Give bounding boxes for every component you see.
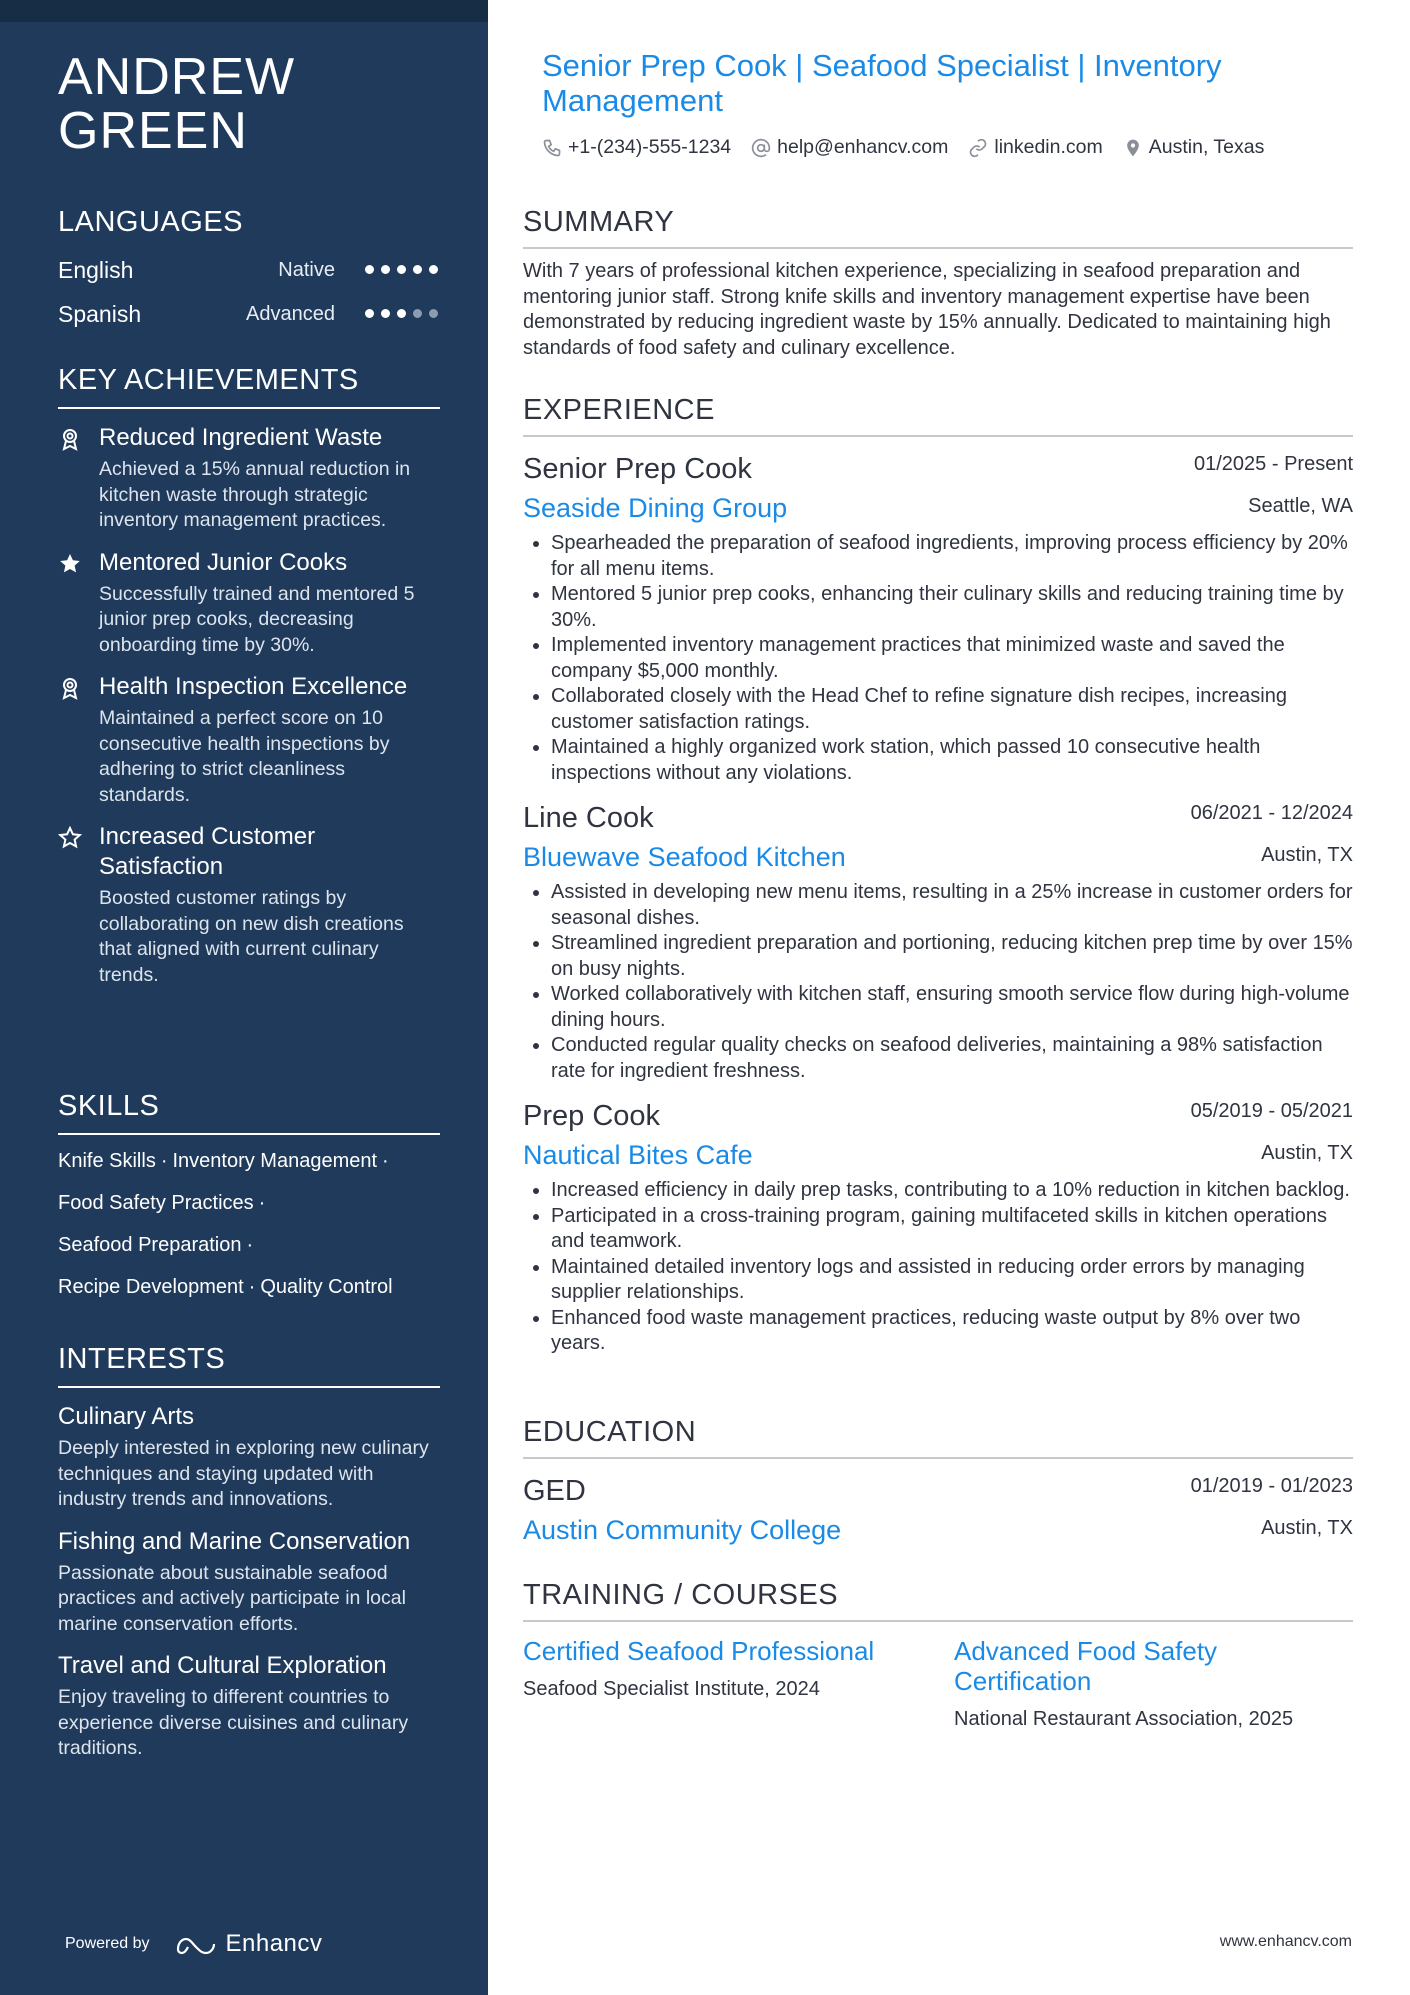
job-bullet: Maintained a highly organized work station, which passed 10 consecutive health inspections without any violations. <box>523 735 1353 786</box>
contact-location <box>1123 136 1265 159</box>
job-bullet: Assisted in developing new menu items, resulting in a 25% increase in customer orders for seasonal dishes. <box>523 880 1353 931</box>
job-bullet: Streamlined ingredient preparation and portioning, reducing kitchen prep time by over 15% on busy nights. <box>523 931 1353 982</box>
skill-tag: Seafood Preparation <box>58 1234 242 1256</box>
job-role: Prep Cook <box>523 1100 661 1132</box>
skills-section <box>58 1090 440 1303</box>
contact-bar <box>542 136 1264 159</box>
job-location: Seattle, WA <box>1248 495 1353 517</box>
skills-line: Seafood Preparation · <box>58 1234 254 1256</box>
skill-tag: Inventory Management <box>172 1150 378 1172</box>
language-name: English <box>58 257 134 283</box>
education-school: Austin Community College <box>523 1515 842 1545</box>
interests-title: INTERESTS <box>58 1343 440 1388</box>
education-degree: GED <box>523 1475 586 1507</box>
skill-tag: Food Safety Practices <box>58 1192 254 1214</box>
sidebar-top-bar <box>0 0 488 22</box>
contact-linkedin[interactable] <box>968 136 1102 159</box>
course-title: Advanced Food Safety Certification <box>954 1636 1218 1696</box>
interest-item <box>58 1527 440 1638</box>
experience-section <box>523 394 1353 1357</box>
education-title: EDUCATION <box>523 1416 1353 1459</box>
email-text: help@enhancv.com <box>777 136 949 158</box>
rating-dot-filled <box>381 265 390 274</box>
job-bullet: Enhanced food waste management practices, reducing waste output by 8% over two years. <box>523 1306 1353 1357</box>
language-row <box>58 293 440 337</box>
job-entry <box>523 1094 1353 1357</box>
achievement-desc: Successfully trained and mentored 5 junior prep cooks, decreasing onboarding time by 30%. <box>99 582 415 656</box>
sidebar <box>0 0 488 1995</box>
linkedin-text: linkedin.com <box>994 136 1103 158</box>
interest-title: Culinary Arts <box>58 1403 195 1430</box>
language-rating <box>365 265 438 274</box>
website-link[interactable]: www.enhancv.com <box>1219 1933 1352 1950</box>
languages-title: LANGUAGES <box>58 206 243 238</box>
at-sign-icon <box>751 138 771 158</box>
interest-desc: Passionate about sustainable seafood practices and actively participate in local marine conservation efforts. <box>58 1561 406 1635</box>
training-title: TRAINING / COURSES <box>523 1579 1353 1622</box>
rating-dot-filled <box>365 265 374 274</box>
achievement-title: Increased Customer Satisfaction <box>99 823 316 880</box>
course-title: Certified Seafood Professional <box>523 1636 875 1666</box>
language-level: Native <box>278 259 335 281</box>
interest-desc: Enjoy traveling to different countries to experience diverse cuisines and culinary traditions. <box>58 1686 409 1759</box>
interest-title: Fishing and Marine Conservation <box>58 1527 411 1555</box>
achievement-item <box>58 548 440 659</box>
location-pin-icon <box>1123 138 1143 158</box>
summary-section <box>523 206 1353 361</box>
rating-dot-empty <box>429 309 438 318</box>
training-section <box>523 1579 1353 1756</box>
contact-email[interactable] <box>751 136 948 159</box>
job-bullet: Mentored 5 junior prep cooks, enhancing their culinary skills and reducing training time by 30%. <box>523 582 1353 633</box>
link-icon <box>968 138 988 158</box>
job-entry <box>523 447 1353 786</box>
enhancv-logo-icon <box>174 1933 218 1955</box>
skill-tag: Knife Skills <box>58 1150 156 1172</box>
achievement-desc: Achieved a 15% annual reduction in kitchen waste through strategic inventory management practices. <box>99 458 411 531</box>
education-section <box>523 1416 1353 1549</box>
person-name: ANDREW GREEN <box>58 48 296 160</box>
contact-phone[interactable] <box>542 136 731 159</box>
job-company: Nautical Bites Cafe <box>523 1140 753 1170</box>
rating-dot-filled <box>413 265 422 274</box>
achievement-title: Health Inspection Excellence <box>99 673 408 700</box>
job-role: Senior Prep Cook <box>523 453 752 485</box>
headline: Senior Prep Cook | Seafood Specialist | Inventory Management <box>542 48 1222 118</box>
course-item <box>523 1636 923 1702</box>
powered-by-label: Powered by <box>65 1935 150 1952</box>
job-bullet: Collaborated closely with the Head Chef to refine signature dish recipes, increasing customer satisfaction ratings. <box>523 684 1353 735</box>
star-sparkle-icon <box>58 552 82 576</box>
achievement-desc: Maintained a perfect score on 10 consecutive health inspections by adhering to strict cleanliness standards. <box>99 707 390 806</box>
job-bullets <box>523 1178 1353 1357</box>
powered-by <box>65 1930 322 1958</box>
skill-tag: Recipe Development <box>58 1276 244 1298</box>
location-text: Austin, Texas <box>1148 136 1265 158</box>
achievement-title: Mentored Junior Cooks <box>99 548 348 576</box>
languages-section <box>58 206 440 337</box>
job-bullet: Implemented inventory management practices that minimized waste and saved the company $5,000 monthly. <box>523 633 1353 684</box>
summary-text: With 7 years of professional kitchen experience, specializing in seafood preparation and mentoring junior staff. Strong knife skills and inventory management expertise have been demonstrated by reducing ingredient waste by 15% annually. Dedicated to maintaining high standards of food safety and culinary excellence. <box>523 260 1331 359</box>
rating-dot-empty <box>413 309 422 318</box>
rating-dot-filled <box>381 309 390 318</box>
job-dates: 06/2021 - 12/2024 <box>1190 802 1353 824</box>
star-outline-icon <box>58 826 82 850</box>
language-row <box>58 249 440 293</box>
award-ribbon-icon <box>58 676 82 700</box>
job-location: Austin, TX <box>1261 844 1353 866</box>
interest-title: Travel and Cultural Exploration <box>58 1652 387 1679</box>
job-location: Austin, TX <box>1261 1142 1353 1164</box>
experience-title: EXPERIENCE <box>523 394 1353 437</box>
language-level: Advanced <box>246 303 335 325</box>
brand-logo[interactable] <box>174 1930 323 1958</box>
interest-desc: Deeply interested in exploring new culinary techniques and staying updated with industry trends and innovations. <box>58 1437 429 1510</box>
rating-dot-filled <box>397 265 406 274</box>
job-bullet: Increased efficiency in daily prep tasks, contributing to a 10% reduction in kitchen backlog. <box>523 1178 1353 1204</box>
brand-name: Enhancv <box>225 1930 323 1957</box>
rating-dot-filled <box>365 309 374 318</box>
course-item <box>954 1636 1354 1732</box>
job-bullet: Participated in a cross-training program, gaining multifaceted skills in kitchen operations and teamwork. <box>523 1204 1353 1255</box>
achievements-title: KEY ACHIEVEMENTS <box>58 364 440 409</box>
award-ribbon-icon <box>58 427 82 451</box>
job-dates: 05/2019 - 05/2021 <box>1190 1100 1353 1122</box>
job-entry <box>523 796 1353 1084</box>
course-org: National Restaurant Association, 2025 <box>954 1708 1294 1730</box>
course-org: Seafood Specialist Institute, 2024 <box>523 1678 820 1700</box>
skills-line: Recipe Development · Quality Control <box>58 1276 393 1298</box>
achievement-title: Reduced Ingredient Waste <box>99 424 383 451</box>
achievement-item <box>58 822 440 988</box>
rating-dot-filled <box>397 309 406 318</box>
language-name: Spanish <box>58 301 142 327</box>
interests-section <box>58 1343 440 1762</box>
education-entry <box>523 1469 1353 1549</box>
job-role: Line Cook <box>523 802 654 834</box>
skills-line: Food Safety Practices · <box>58 1192 266 1214</box>
job-dates: 01/2025 - Present <box>1194 453 1353 475</box>
job-bullet: Spearheaded the preparation of seafood ingredients, improving process efficiency by 20% for all menu items. <box>523 531 1353 582</box>
skills-title: SKILLS <box>58 1090 440 1135</box>
interest-item <box>58 1651 440 1762</box>
skill-tag: Quality Control <box>260 1276 393 1298</box>
education-location: Austin, TX <box>1261 1517 1353 1539</box>
achievements-section <box>58 364 440 988</box>
job-bullets <box>523 531 1353 786</box>
job-bullet: Conducted regular quality checks on seafood deliveries, maintaining a 98% satisfaction rate for ingredient freshness. <box>523 1033 1353 1084</box>
phone-icon <box>542 138 562 158</box>
rating-dot-filled <box>429 265 438 274</box>
skills-line: Knife Skills · Inventory Management · <box>58 1150 389 1172</box>
job-bullet: Worked collaboratively with kitchen staff, ensuring smooth service flow during high-volume dining hours. <box>523 982 1353 1033</box>
achievement-item <box>58 672 440 808</box>
achievement-item <box>58 423 440 534</box>
phone-text: +1-(234)-555-1234 <box>568 136 732 158</box>
achievement-desc: Boosted customer ratings by collaborating on new dish creations that aligned with current culinary trends. <box>99 887 404 986</box>
education-dates: 01/2019 - 01/2023 <box>1190 1475 1353 1497</box>
job-company: Seaside Dining Group <box>523 493 788 523</box>
job-bullets <box>523 880 1353 1084</box>
language-rating <box>365 309 438 318</box>
interest-item <box>58 1402 440 1513</box>
job-bullet: Maintained detailed inventory logs and assisted in reducing order errors by managing supplier relationships. <box>523 1255 1353 1306</box>
job-company: Bluewave Seafood Kitchen <box>523 842 846 872</box>
summary-title: SUMMARY <box>523 206 1353 249</box>
